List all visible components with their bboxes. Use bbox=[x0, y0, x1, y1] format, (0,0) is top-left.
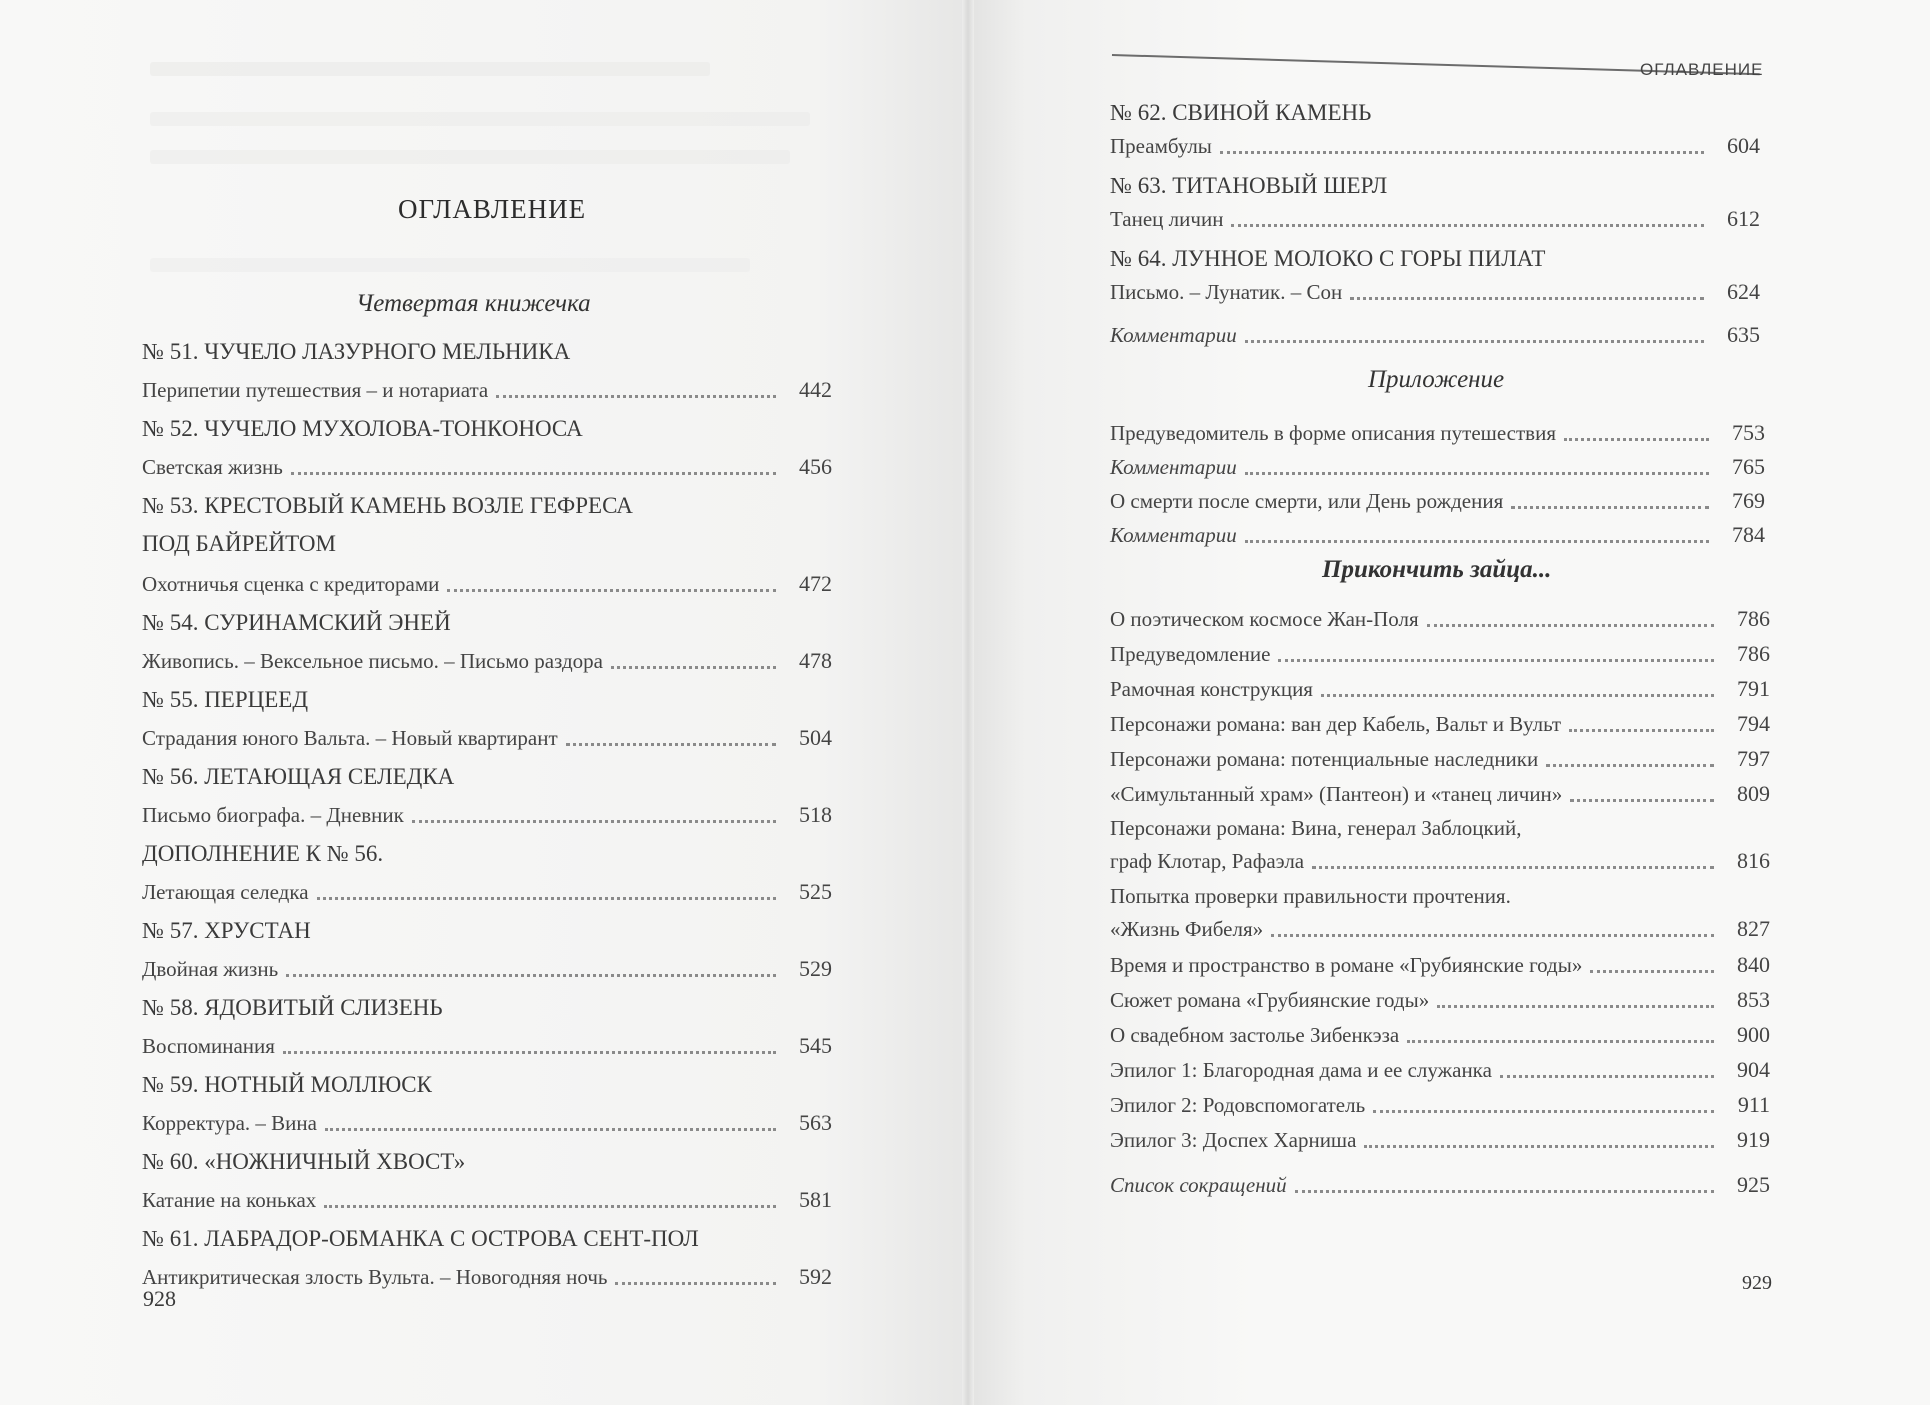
toc-row[interactable] bbox=[1110, 1022, 1770, 1048]
toc-row-title: граф Клотар, Рафаэла bbox=[1110, 849, 1305, 873]
leader-dots bbox=[1364, 1144, 1714, 1148]
toc-row-page: 592 bbox=[799, 1264, 832, 1289]
toc-row-page: 900 bbox=[1737, 1022, 1770, 1047]
toc-row[interactable] bbox=[1110, 952, 1770, 978]
toc-chapter-heading: № 62. СВИНОЙ КАМЕНЬ bbox=[1110, 100, 1372, 125]
toc-row[interactable] bbox=[1110, 848, 1770, 874]
toc-row-commentary[interactable]: Комментарии 635 bbox=[1110, 322, 1760, 347]
toc-row[interactable] bbox=[142, 571, 832, 597]
toc-row[interactable] bbox=[1110, 279, 1760, 305]
toc-row[interactable] bbox=[1110, 454, 1765, 480]
leader-dots bbox=[1437, 1004, 1714, 1008]
toc-row[interactable] bbox=[142, 1187, 832, 1213]
toc-row[interactable] bbox=[1110, 522, 1765, 548]
toc-row-title: Комментарии bbox=[1110, 455, 1237, 479]
leader-dots bbox=[1373, 1109, 1714, 1113]
toc-row-page: 919 bbox=[1737, 1127, 1770, 1152]
leader-dots bbox=[283, 1050, 776, 1054]
leader-dots bbox=[1350, 296, 1704, 300]
toc-row[interactable] bbox=[142, 802, 832, 828]
toc-row[interactable] bbox=[142, 956, 832, 982]
toc-row[interactable] bbox=[1110, 641, 1770, 667]
toc-chapter-heading: ДОПОЛНЕНИЕ К № 56. bbox=[142, 841, 384, 866]
leader-dots bbox=[286, 973, 776, 977]
show-through-text bbox=[150, 150, 790, 164]
leader-dots bbox=[1546, 763, 1714, 767]
toc-row[interactable] bbox=[142, 1264, 832, 1290]
toc-row-page: 809 bbox=[1737, 781, 1770, 806]
toc-row[interactable] bbox=[142, 377, 832, 403]
leader-dots bbox=[1321, 693, 1714, 697]
leader-dots bbox=[1245, 539, 1709, 543]
toc-row[interactable] bbox=[142, 454, 832, 480]
leader-dots bbox=[1500, 1074, 1714, 1078]
toc-row-title: Рамочная конструкция bbox=[1110, 677, 1313, 701]
toc-row-title: Охотничья сценка с кредиторами bbox=[142, 572, 440, 596]
toc-row-title: Персонажи романа: ван дер Кабель, Вальт и Вульт bbox=[1110, 712, 1562, 736]
toc-row-page: 753 bbox=[1732, 420, 1765, 445]
toc-row[interactable] bbox=[1110, 1092, 1770, 1118]
leader-dots bbox=[1245, 471, 1709, 475]
toc-chapter-heading-cont: ПОД БАЙРЕЙТОМ bbox=[142, 531, 336, 556]
leader-dots bbox=[1427, 623, 1714, 627]
leader-dots bbox=[1295, 1189, 1714, 1193]
toc-row[interactable] bbox=[142, 725, 832, 751]
toc-chapter-heading: № 51. ЧУЧЕЛО ЛАЗУРНОГО МЕЛЬНИКА bbox=[142, 339, 571, 364]
toc-row[interactable] bbox=[1110, 606, 1770, 632]
toc-row-title: Танец личин bbox=[1110, 207, 1224, 231]
toc-row-title: Антикритическая злость Вульта. – Новогодняя ночь bbox=[142, 1265, 608, 1289]
toc-chapter-heading: № 58. ЯДОВИТЫЙ СЛИЗЕНЬ bbox=[142, 995, 443, 1020]
show-through-text bbox=[150, 112, 810, 126]
toc-row-page: 794 bbox=[1737, 711, 1770, 736]
toc-row-title: Корректура. – Вина bbox=[142, 1111, 317, 1135]
leader-dots bbox=[291, 471, 776, 475]
toc-row-page: 581 bbox=[799, 1187, 832, 1212]
toc-row-title: «Симультанный храм» (Пантеон) и «танец личин» bbox=[1110, 782, 1563, 806]
toc-row-title: Предуведомление bbox=[1110, 642, 1271, 666]
leader-dots bbox=[412, 819, 776, 823]
toc-row-page: 827 bbox=[1737, 916, 1770, 941]
toc-row-title: Двойная жизнь bbox=[142, 957, 279, 981]
leader-dots bbox=[1407, 1039, 1714, 1043]
leader-dots bbox=[1511, 505, 1709, 509]
toc-chapter-heading: № 53. КРЕСТОВЫЙ КАМЕНЬ ВОЗЛЕ ГЕФРЕСА bbox=[142, 493, 633, 518]
toc-row-title: Сюжет романа «Грубиянские годы» bbox=[1110, 988, 1430, 1012]
leader-dots bbox=[1245, 339, 1704, 343]
toc-chapter-heading: № 59. НОТНЫЙ МОЛЛЮСК bbox=[142, 1072, 432, 1097]
toc-row-page: 765 bbox=[1732, 454, 1765, 479]
toc-row-page: 529 bbox=[799, 956, 832, 981]
toc-chapter-heading: № 63. ТИТАНОВЫЙ ШЕРЛ bbox=[1110, 173, 1388, 198]
toc-row-page: 786 bbox=[1737, 606, 1770, 631]
leader-dots bbox=[1231, 223, 1704, 227]
toc-row-title: Эпилог 3: Доспех Харниша bbox=[1110, 1128, 1357, 1152]
toc-row-title: Письмо. – Лунатик. – Сон bbox=[1110, 280, 1343, 304]
show-through-text bbox=[150, 258, 750, 272]
leader-dots bbox=[1220, 150, 1704, 154]
leader-dots bbox=[1570, 798, 1714, 802]
toc-row[interactable] bbox=[142, 1110, 832, 1136]
toc-row-title: Персонажи романа: потенциальные наследники bbox=[1110, 747, 1539, 771]
toc-row-page: 545 bbox=[799, 1033, 832, 1058]
toc-row[interactable] bbox=[1110, 1057, 1770, 1083]
leader-dots bbox=[1312, 865, 1714, 869]
toc-row-title: Живопись. – Вексельное письмо. – Письмо раздора bbox=[142, 649, 603, 673]
toc-row-page: 478 bbox=[799, 648, 832, 673]
leader-dots bbox=[324, 1204, 776, 1208]
book-gutter bbox=[962, 0, 974, 1405]
toc-row-page: 472 bbox=[799, 571, 832, 596]
toc-row[interactable] bbox=[1110, 746, 1770, 772]
toc-row-title: Предуведомитель в форме описания путешествия bbox=[1110, 421, 1556, 445]
toc-row-page: 786 bbox=[1737, 641, 1770, 666]
toc-row-page: 518 bbox=[799, 802, 832, 827]
toc-row-title: Воспоминания bbox=[142, 1034, 275, 1058]
leader-dots bbox=[496, 394, 776, 398]
toc-row-page: 791 bbox=[1737, 676, 1770, 701]
toc-chapter-heading: № 64. ЛУННОЕ МОЛОКО С ГОРЫ ПИЛАТ bbox=[1110, 246, 1546, 271]
toc-row[interactable] bbox=[1110, 987, 1770, 1013]
toc-row-title: О смерти после смерти, или День рождения bbox=[1110, 489, 1504, 513]
leader-dots bbox=[1590, 969, 1714, 973]
toc-chapter-heading: № 52. ЧУЧЕЛО МУХОЛОВА-ТОНКОНОСА bbox=[142, 416, 583, 441]
leader-dots bbox=[611, 665, 776, 669]
toc-row-page: 504 bbox=[799, 725, 832, 750]
show-through-text bbox=[150, 62, 710, 76]
toc-row[interactable] bbox=[1110, 1127, 1770, 1153]
toc-row[interactable] bbox=[1110, 420, 1765, 446]
section-title-appendix: Приложение bbox=[1368, 366, 1505, 393]
page-title: ОГЛАВЛЕНИЕ bbox=[398, 194, 587, 224]
toc-row-title: Перипетии путешествия – и нотариата bbox=[142, 378, 489, 402]
toc-row-title: Время и пространство в романе «Грубиянские годы» bbox=[1110, 953, 1583, 977]
toc-row[interactable] bbox=[1110, 676, 1770, 702]
toc-row-title-line1 bbox=[1110, 816, 1521, 841]
toc-row-page: 456 bbox=[799, 454, 832, 479]
toc-row-page: 911 bbox=[1737, 1092, 1770, 1117]
toc-row-abbreviations[interactable]: Список сокращений 925 bbox=[1110, 1172, 1770, 1197]
toc-row-page: 816 bbox=[1737, 848, 1770, 873]
toc-row-title: Катание на коньках bbox=[142, 1188, 317, 1212]
toc-chapter-heading: № 57. ХРУСТАН bbox=[142, 918, 311, 943]
toc-row[interactable] bbox=[142, 879, 832, 905]
leader-dots bbox=[1278, 658, 1714, 662]
running-head: ОГЛАВЛЕНИЕ bbox=[1640, 60, 1764, 79]
toc-row-title: Персонажи романа: Вина, генерал Заблоцкий, bbox=[1110, 816, 1522, 840]
toc-row-title: Летающая селедка bbox=[142, 880, 309, 904]
leader-dots bbox=[325, 1127, 776, 1131]
toc-chapter-heading: № 55. ПЕРЦЕЕД bbox=[142, 687, 309, 712]
toc-row-page: 612 bbox=[1727, 206, 1760, 231]
toc-row[interactable] bbox=[1110, 711, 1770, 737]
leader-dots bbox=[1271, 933, 1714, 937]
toc-row-page: 442 bbox=[799, 377, 832, 402]
section-title-finish-the-hare: Прикончить зайца... bbox=[1322, 556, 1552, 583]
leader-dots bbox=[566, 742, 776, 746]
toc-row-title: Преамбулы bbox=[1110, 134, 1212, 158]
page-number-left: 928 bbox=[143, 1286, 176, 1311]
toc-row[interactable] bbox=[142, 1033, 832, 1059]
toc-row-title: «Жизнь Фибеля» bbox=[1110, 917, 1264, 941]
toc-row-page: 840 bbox=[1737, 952, 1770, 977]
toc-row-title: Эпилог 1: Благородная дама и ее служанка bbox=[1110, 1058, 1492, 1082]
toc-row[interactable] bbox=[1110, 133, 1760, 159]
toc-row-page: 797 bbox=[1737, 746, 1770, 771]
toc-row[interactable] bbox=[1110, 206, 1760, 232]
toc-row[interactable] bbox=[1110, 488, 1765, 514]
section-title-fourth-booklet: Четвертая книжечка bbox=[356, 290, 591, 317]
leader-dots bbox=[1569, 728, 1714, 732]
toc-row[interactable] bbox=[142, 648, 832, 674]
toc-row-title: Светская жизнь bbox=[142, 455, 283, 479]
toc-row-title: Страдания юного Вальта. – Новый квартирант bbox=[142, 726, 558, 750]
toc-row[interactable] bbox=[1110, 781, 1770, 807]
toc-row-title: Письмо биографа. – Дневник bbox=[142, 803, 404, 827]
toc-row-page: 904 bbox=[1737, 1057, 1770, 1082]
leader-dots bbox=[317, 896, 776, 900]
toc-row-title: О свадебном застолье Зибенкэза bbox=[1110, 1023, 1400, 1047]
toc-row-title: О поэтическом космосе Жан-Поля bbox=[1110, 607, 1419, 631]
toc-row-page: 624 bbox=[1727, 279, 1760, 304]
toc-row-page: 853 bbox=[1737, 987, 1770, 1012]
page-number-right: 929 bbox=[1742, 1272, 1772, 1294]
toc-chapter-heading: № 60. «НОЖНИЧНЫЙ ХВОСТ» bbox=[142, 1149, 466, 1174]
leader-dots bbox=[615, 1281, 776, 1285]
toc-row-page: 784 bbox=[1732, 522, 1765, 547]
toc-row-title: Комментарии bbox=[1110, 523, 1237, 547]
toc-row-title: Эпилог 2: Родовспомогатель bbox=[1110, 1093, 1366, 1117]
leader-dots bbox=[447, 588, 776, 592]
toc-row-page: 604 bbox=[1727, 133, 1760, 158]
toc-row-page: 769 bbox=[1732, 488, 1765, 513]
toc-row[interactable] bbox=[1110, 916, 1770, 942]
toc-chapter-heading: № 61. ЛАБРАДОР-ОБМАНКА С ОСТРОВА СЕНТ-ПОЛ bbox=[142, 1226, 699, 1251]
leader-dots bbox=[1564, 437, 1709, 441]
toc-chapter-heading: № 54. СУРИНАМСКИЙ ЭНЕЙ bbox=[142, 610, 451, 635]
toc-row-page: 563 bbox=[799, 1110, 832, 1135]
toc-row-title-line1 bbox=[1110, 884, 1511, 909]
toc-row-title: Попытка проверки правильности прочтения. bbox=[1110, 884, 1511, 908]
toc-chapter-heading: № 56. ЛЕТАЮЩАЯ СЕЛЕДКА bbox=[142, 764, 455, 789]
toc-row-page: 525 bbox=[799, 879, 832, 904]
